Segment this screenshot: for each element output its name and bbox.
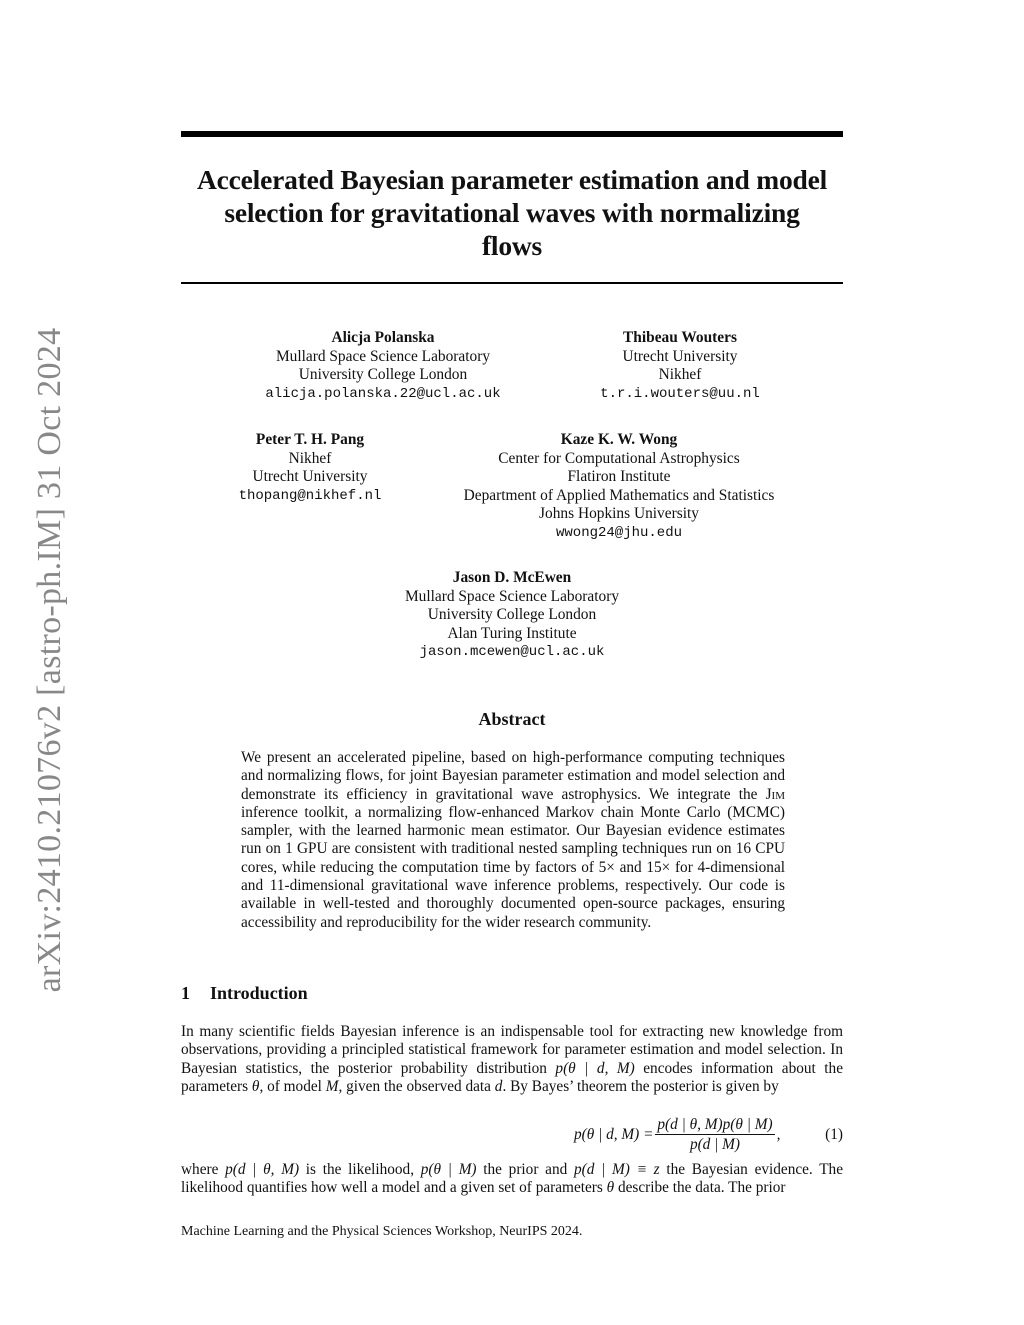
abstract-text-part: inference toolkit, a normalizing flow-enhanced Markov chain Monte Carlo (MCMC) sampler, with the learned harmonic mean estimator. Our Bayesian evidence estimates run on 1 GPU are consistent with traditional nested sampling techniques run on 16 CPU cores, while reducing the computation time by factors of 5× and 15× for 4-dimensional and 11-dimensional gravitational wave inference problems, respectively. Our code is available in well-tested and thoroughly documented open-source packages, ensuring accessibility and reproducibility for the wider research community. [241, 803, 785, 931]
author-affiliation: Utrecht University [252, 468, 368, 485]
equation-lhs: p(θ | d, M) = [574, 1125, 654, 1143]
section-number: 1 [181, 983, 190, 1003]
toolkit-name: Jim [765, 785, 785, 803]
author-affiliation: University College London [298, 366, 468, 383]
author-affiliation: Center for Computational Astrophysics [498, 449, 740, 467]
text-run: encodes information about the parameters [181, 1059, 843, 1095]
equation-bayes [181, 1115, 843, 1159]
author-block [243, 329, 523, 403]
author-affiliation: Mullard Space Science Laboratory [404, 587, 620, 605]
section-title: Introduction [210, 983, 308, 1003]
intro-paragraph [181, 1161, 843, 1198]
math-theta: θ [606, 1179, 615, 1197]
math-data: d [494, 1077, 503, 1095]
author-name: Kaze K. W. Wong [560, 431, 678, 448]
title-line: flows [481, 230, 543, 261]
author-affiliation: Flatiron Institute [567, 468, 671, 485]
title-line: selection for gravitational waves with normalizing [224, 197, 800, 228]
equation-denominator: p(d | M) [689, 1136, 741, 1153]
math-evidence: p(d | M) ≡ z [573, 1161, 660, 1178]
author-email: t.r.i.wouters@uu.nl [600, 385, 760, 402]
equation-number: (1) [825, 1126, 843, 1143]
section-heading [181, 983, 308, 1004]
text-run: . By Bayes’ theorem the posterior is given by [502, 1077, 779, 1095]
author-block [382, 569, 642, 662]
math-model: M [325, 1077, 339, 1095]
equation-tail: , [776, 1125, 781, 1143]
text-run: the prior and [476, 1161, 574, 1178]
text-run: is the likelihood, [299, 1161, 421, 1178]
text-run: , given the observed data [338, 1077, 495, 1095]
text-run: the Bayesian evidence. The likelihood quantifies how well a model and a given set of parameters [181, 1161, 843, 1197]
abstract-heading: Abstract [478, 709, 546, 729]
author-name: Jason D. McEwen [452, 569, 572, 586]
equation-expression [574, 1115, 780, 1154]
equation-fraction [655, 1115, 774, 1154]
author-name: Thibeau Wouters [623, 329, 737, 346]
text-run: describe the data. The prior [614, 1179, 786, 1197]
author-block [220, 431, 400, 505]
author-affiliation: Utrecht University [622, 347, 738, 365]
intro-paragraph [181, 1023, 843, 1096]
author-email: thopang@nikhef.nl [238, 487, 382, 504]
author-affiliation: Mullard Space Science Laboratory [275, 347, 491, 365]
title-rule-bottom [181, 282, 843, 284]
author-email: alicja.polanska.22@ucl.ac.uk [265, 385, 501, 402]
title-rule-top [181, 131, 843, 137]
author-affiliation: University College London [427, 606, 597, 623]
author-affiliation: Nikhef [658, 366, 702, 383]
author-name: Alicja Polanska [331, 329, 435, 346]
math-posterior: p(θ | d, M) [555, 1059, 635, 1077]
author-affiliation: Department of Applied Mathematics and Statistics [463, 486, 775, 504]
math-theta: θ [251, 1077, 260, 1095]
author-block [440, 431, 798, 542]
text-run: , of model [259, 1077, 326, 1095]
author-name: Peter T. H. Pang [255, 431, 365, 448]
abstract-text-part: We present an accelerated pipeline, based on high-performance computing techniques and normalizing flows, for joint Bayesian parameter estimation and model selection and demonstrate its efficiency in gravitational wave astrophysics. We integrate the [241, 749, 785, 803]
math-likelihood: p(d | θ, M) [225, 1161, 300, 1178]
paper-title [181, 163, 843, 262]
author-affiliation: Nikhef [288, 449, 332, 467]
text-run: In many scientific fields Bayesian inference is an indispensable tool for extracting new knowledge from observations, providing a principled statistical framework for parameter estimation and model selection. In Bayesian statistics, the posterior probability distribution [181, 1023, 843, 1077]
author-affiliation: Johns Hopkins University [539, 505, 699, 522]
author-block [560, 329, 800, 403]
author-email: wwong24@jhu.edu [555, 524, 683, 541]
author-affiliation: Alan Turing Institute [447, 624, 577, 642]
text-run: where [181, 1161, 226, 1178]
equation-numerator: p(d | θ, M)p(θ | M) [657, 1116, 773, 1133]
abstract-text [241, 749, 785, 932]
author-email: jason.mcewen@ucl.ac.uk [419, 644, 605, 660]
math-prior: p(θ | M) [420, 1161, 477, 1178]
title-line: Accelerated Bayesian parameter estimation and model [196, 164, 828, 195]
arxiv-identifier: arXiv:2410.21076v2 [astro-ph.IM] 31 Oct 2024 [31, 327, 68, 993]
venue-footer: Machine Learning and the Physical Sciences Workshop, NeurIPS 2024. [181, 1224, 583, 1239]
